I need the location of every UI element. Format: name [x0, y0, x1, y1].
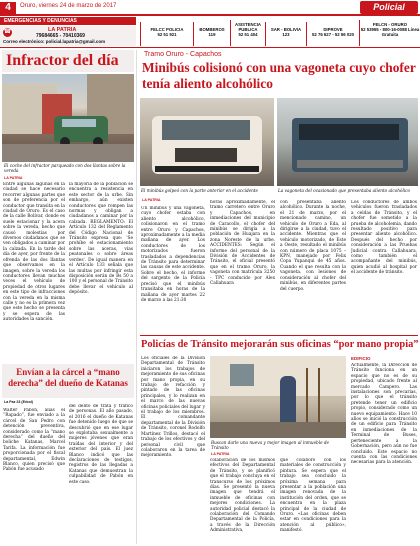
contact-name: DIPROVE: [323, 27, 343, 32]
infractor-source: LA PATRIA: [4, 176, 23, 180]
email-line: Correo electrónico: policial.lapatria@gmail.com: [3, 39, 106, 44]
policias-headline: Policías de Tránsito mejorarán sus oficinas “por mano propia”: [141, 339, 419, 350]
paper-phones: 79684665 - 70410369: [36, 33, 85, 39]
ladder-shape: [306, 368, 320, 428]
floor-shape: [210, 422, 346, 438]
edificio-body: Actualmente, la Dirección de Tránsito funciona en un espacio que no es de su propiedad, ubicado frente al mercado Campero. Las instalaciones son precarias, por lo que el tránsito pretende tener un edificio propio, considerado como un nuevo equipamiento. Hace 10 años se inició la construcción de un edificio para Tránsito en inmediaciones de la Terminal de Buses, perteneciente a la Gobernación, pero aún no fue concluido. Este espacio no cuenta con las condiciones necesarias para la atención.: [351, 363, 417, 466]
contact-phone: 52 51 404: [238, 32, 258, 37]
carcel-headline-box: [2, 364, 134, 398]
contact-felcc: [140, 22, 193, 46]
policias-body-col1: Los oficiales de la División Departamental de Tránsito iniciaron los trabajos de mejoramiento de sus oficinas por mano propia, en su trabajo de refacción y pintado de las oficinas principales, y lo realizan en el marco de las nuevas oficinas policiales del lugar y el trabajo de los miembros. El comandante departamental de la División de Tránsito, coronel Rodolfo Martínez Trillos, destacó el trabajo de los efectivos y del personal civil que colaboraron en la tarea de mejoramiento.: [141, 356, 205, 459]
contact-name: ASISTENCIA PUBLICA: [234, 22, 262, 32]
windshield-shape: [162, 120, 250, 140]
infractor-headline-box: [2, 50, 134, 72]
infractor-headline: Infractor del día: [6, 52, 119, 69]
emergency-title: [0, 17, 136, 25]
emergency-rule: [0, 47, 420, 48]
minibus-source: LA PATRIA: [142, 198, 161, 202]
section-logo: [360, 1, 418, 14]
column-divider: [136, 50, 137, 544]
date-line: Oruro, viernes 24 de marzo de 2017: [20, 3, 117, 9]
section-divider: [140, 335, 418, 336]
worker-shape: [280, 376, 296, 422]
carcel-body-col1: Walter Pabón, alias el “Rapado”, fue enviado a la cárcel de San Pedro con detención preventiva, considerado como la “mano derecha” del dueño del boliche Katanas, Marcel Tarifa. La información fue proporcionada por el fiscal departamental, Edwin Blanco, quien precisó que Pabón fue acusado: [3, 408, 65, 473]
contact-name: FELCN - ORURO: [372, 22, 408, 27]
infractor-photo: [2, 74, 134, 162]
paper-name: LA PATRIA: [48, 27, 77, 33]
contact-name: FELCC POLICIA: [150, 27, 184, 32]
carcel-byline: La Paz 23 (Erbol): [4, 400, 33, 404]
policias-photo: [210, 356, 346, 438]
contact-bomberos: [193, 22, 230, 46]
edificio-subhead: EDIFICIO: [351, 356, 371, 361]
page-number: 4: [0, 2, 16, 14]
carcel-headline: Envían a la cárcel a “mano derecha” del dueño de Katanas: [8, 367, 128, 388]
grill-shape: [175, 148, 237, 162]
minibus-photo-right: [277, 98, 418, 186]
contact-phone: 52 51 921: [157, 32, 177, 37]
infractor-caption: El coche del infractor parqueado con dos llantas sobre la vereda: [4, 163, 126, 173]
contact-name: BOMBEROS: [199, 27, 225, 32]
contact-name: SAR - BOLIVIA: [270, 27, 302, 32]
policias-caption: Buscan darle una nueva y mejor imagen al inmueble de Tránsito: [211, 440, 330, 450]
minibus-headline: Minibús colisionó con una vagoneta cuyo chofer tenía aliento alcohólico: [142, 60, 416, 91]
minibus-body-col4: Los conductores de ambos vehículos fueron trasladados a celdas de Tránsito, y el chofer fue sometido a la prueba de alcoholemia, dando resultado positivo para presentar aliento alcohólico. Después del hecho por consideración a las Pruebas Judicial contra Callahuara, como también el acompañante del minibús, quien acudió al hospital por el accidente de tránsito.: [351, 200, 417, 276]
sidewalk-shape: [2, 144, 134, 162]
car-window-shape: [62, 119, 96, 127]
minibus-caption-left: El minibús golpeó con la parte anterior en el accidente: [141, 188, 258, 193]
contact-phone: 52 53955 - 800-16-0088 Línea Gratuita: [360, 27, 420, 37]
contact-diprove: [306, 22, 359, 46]
minibus-kicker: Tramo Oruro - Capachos: [144, 51, 222, 58]
header-rule: [0, 14, 420, 16]
minibus-caption-right: La vagoneta del ocasionado que presentaba aliento alcohólico: [278, 188, 410, 193]
window-shape: [230, 364, 254, 386]
bumper-shape: [155, 166, 259, 172]
minibus-photo-left: [140, 98, 274, 186]
contact-asistencia: [230, 20, 265, 46]
section-logo-text: Policial: [373, 2, 405, 12]
contact-sar: [265, 22, 306, 46]
minibus-body-col3: con presentaba aliento alcohólico. Durante la noche, el 21 de marzo, por el mencionado camino, un vehículo de Oruro a Eda, al dirigirse a la ciudad, tuvo el accidente. Mientras que el vehículo motorizado, de Este a Oeste, resultado el minibús con número de placa 1075 – KPN, manejado por Felix Copa Yupanqui de 45 años. Cuando el que resulta con la vagoneta, con lesiones de consideración al chofer del minibús, en diferentes partes del cuerpo.: [280, 200, 346, 292]
policias-body-col3: que colaboró con los materiales de construcción y pintura. Se espera que el trabajo sea concluido la próxima semana para presentar a la población una imagen renovada de la institución del orden, que se encuentra en la plaza principal de la ciudad de Oruro. «Las oficinas deben estar en condiciones para la atención al público», manifestó.: [280, 458, 346, 534]
emergency-title-text: EMERGENCIAS Y DENUNCIAS: [4, 18, 77, 24]
policias-body-col2: colaboración de los mismos efectivos del Departamental de Tránsito, y se planificó que el trabajo concluya en el transcurso de los próximos días. Se presentó la nueva imagen que tendrá el inmueble de oficinas con mejores condiciones. La autoridad policial destacó la colaboración del Comando Departamental de la Policía, a través de la Dirección Administrativa,: [210, 458, 275, 534]
carcel-body-col2: del delito de trata y tráfico de personas. El año pasado, el 2016 el dueño de Katanas fue detenido luego de que se descubrió que en ese lugar se explotaba sexualmente a mujeres jóvenes que eran traídas del interior y del exterior del país. El juez Blanco indicó que las declaraciones de testigos, registros de las llegadas a Katanas que demuestran la culpabilidad de Pabón en este caso.: [69, 404, 133, 485]
contact-felcn: [359, 20, 420, 46]
van-bumper-shape: [297, 160, 403, 168]
minibus-body-col2: horas aproximadamente, el tramo carretero entre Oruro y Capachos, en inmediaciones del municipio de Caracollo, el chofer del minibús se dirigía a la población de Huajara en la zona Noreste de la urbe. ACCIDENTES: Según el informe del personal de la División de Accidentes de Tránsito, el oficial presentó que en el tramo Oruro, la vagoneta con matrícula 3250 - TPC conducido por Alex Callahuara: [210, 200, 275, 287]
la-patria-block: [0, 26, 136, 46]
minibus-body-col1: Un minibús y una vagoneta, cuyo chofer estaba con aliento alcohólico, colisionaron en el tramo entre Oruro y Capachos, aproximadamente a la media mañana de ayer. Los conductores de los motorizados fueron trasladados a dependencias de Tránsito para determinar las causas de este accidente. Sobre el hecho, el informe del sargento de la Policía precisó que el minibús transitaba en horas de la mañana de ayer martes 22 de marzo a las 21:30: [141, 206, 205, 303]
contact-phone: 52 76 627 - 52 56 020: [311, 32, 355, 37]
infractor-body-col1: Entre algunas lagunas en la ciudad se hace necesario recorrer algunas partes que son de preferencia por el conductor que transita en la ciudad de Oruro. Es el caso de la calle Bolívar, donde es suele estacionar y la acera sobre la vereda, hecho que causó molestias por diversos ciudadanos que se ven obligados a caminar por la calzada. En la tarde del día de ayer, por frente de la ofrenda de las dos llantas que observamos en la imagen, sobre la vereda los conductores llevan muchas veces el vehículo de propiedad de otros lugares en este tipo de infracciones con la vereda en la misma calle y no es la primera vez que este hecho se presenta y se espera de las autoridades la sanción.: [3, 182, 65, 323]
van-window-shape: [299, 124, 399, 140]
contact-phone: 123: [282, 32, 290, 37]
policias-source: LA PATRIA: [211, 452, 230, 456]
infractor-body-col2: la mayoría de la población se encuentra a resistencia en este sector de la urbe. Sin embargo, aún existen conductores que rompen las normas y obligan a ciudadanos a caminar por la calzada. REGLAMENTO: El Artículo 132 del Reglamento del Código Nacional de Tránsito expresa que: 'Se prohíbe el estacionamiento sobre las aceras, vías peatonales o sobre áreas verdes'. De igual manera en el Artículo 133 señala que las multas por infringir esta disposición serán de Bs 50 a 100 y el personal de Tránsito debe llevar el vehículo al depósito.: [69, 182, 133, 296]
phone-icon: ☎: [3, 29, 12, 35]
contact-phone: 119: [208, 32, 216, 37]
